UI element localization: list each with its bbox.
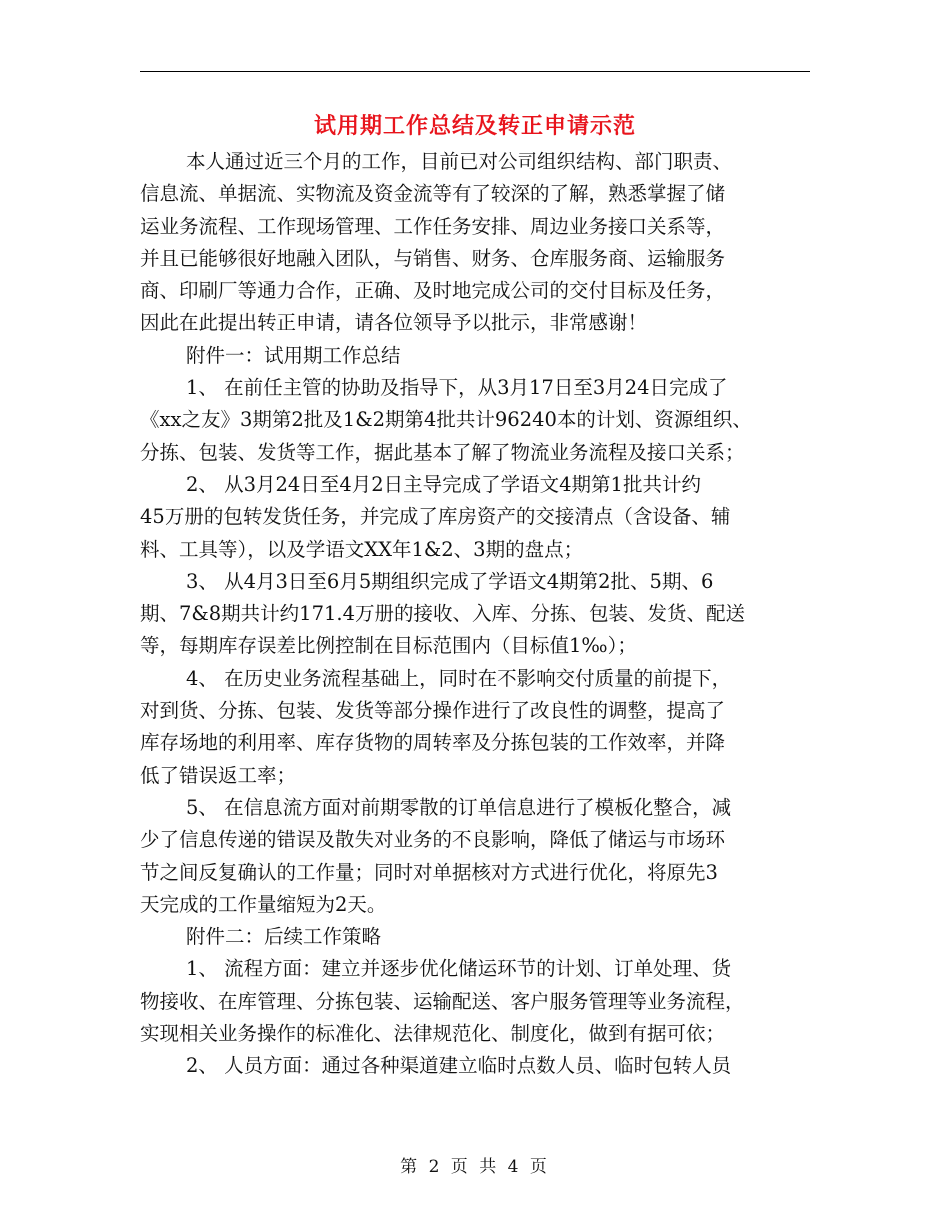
body-line: 2、 人员方面：通过各种渠道建立临时点数人员、临时包转人员 — [186, 1054, 732, 1078]
body-line: 本人通过近三个月的工作，目前已对公司组织结构、部门职责、 — [186, 150, 733, 173]
body-line: 《xx之友》3期第2批及1&2期第4批共计96240本的计划、资源组织、 — [140, 408, 752, 432]
body-line: 少了信息传递的错误及散失对业务的不良影响，降低了储运与市场环 — [140, 828, 726, 852]
body-line: 1、 流程方面：建立并逐步优化储运环节的计划、订单处理、货 — [186, 957, 732, 981]
document-title: 试用期工作总结及转正申请示范 — [313, 113, 636, 139]
body-line: 并且已能够很好地融入团队，与销售、财务、仓库服务商、运输服务 — [140, 246, 726, 270]
body-line: 等，每期库存误差比例控制在目标范围内（目标值1‰）； — [140, 634, 637, 658]
body-line: 信息流、单据流、实物流及资金流等有了较深的了解，熟悉掌握了储 — [140, 182, 726, 206]
body-line: 天完成的工作量缩短为2天。 — [140, 892, 387, 916]
body-line: 2、 从3月24日至4月2日主导完成了学语文4期第1批共计约 — [186, 472, 701, 496]
body-line: 期、7&8期共计约171.4万册的接收、入库、分拣、包装、发货、配送 — [140, 602, 745, 626]
page-footer: 第 2 页 共 4 页 — [400, 1157, 550, 1177]
body-line: 附件一：试用期工作总结 — [186, 343, 401, 367]
body-line: 5、 在信息流方面对前期零散的订单信息进行了模板化整合，减 — [186, 795, 732, 819]
body-line: 分拣、包装、发货等工作，据此基本了解了物流业务流程及接口关系； — [140, 440, 745, 464]
body-line: 商、印刷厂等通力合作，正确、及时地完成公司的交付目标及任务， — [140, 279, 726, 303]
body-line: 3、 从4月3日至6月5期组织完成了学语文4期第2批、5期、6 — [186, 569, 714, 593]
body-line: 因此在此提出转正申请，请各位领导予以批示，非常感谢！ — [140, 311, 648, 335]
body-line: 1、 在前任主管的协助及指导下，从3月17日至3月24日完成了 — [186, 376, 728, 400]
body-line: 4、 在历史业务流程基础上，同时在不影响交付质量的前提下， — [186, 666, 732, 690]
body-line: 节之间反复确认的工作量；同时对单据核对方式进行优化，将原先3 — [140, 860, 718, 884]
body-line: 料、工具等），以及学语文XX年1&2、3期的盘点； — [140, 537, 584, 561]
header-rule — [140, 71, 810, 72]
body-line: 45万册的包转发货任务，并完成了库房资产的交接清点（含设备、辅 — [140, 505, 731, 529]
body-line: 低了错误返工率； — [140, 763, 297, 787]
body-line: 运业务流程、工作现场管理、工作任务安排、周边业务接口关系等， — [140, 214, 726, 238]
body-line: 实现相关业务操作的标准化、法律规范化、制度化，做到有据可依； — [140, 1022, 726, 1046]
body-line: 库存场地的利用率、库存货物的周转率及分拣包装的工作效率，并降 — [140, 731, 726, 755]
document-body — [140, 146, 812, 1083]
body-line: 物接收、在库管理、分拣包装、运输配送、客户服务管理等业务流程， — [140, 989, 745, 1013]
body-line: 对到货、分拣、包装、发货等部分操作进行了改良性的调整，提高了 — [140, 699, 726, 723]
body-line: 附件二：后续工作策略 — [186, 925, 382, 949]
